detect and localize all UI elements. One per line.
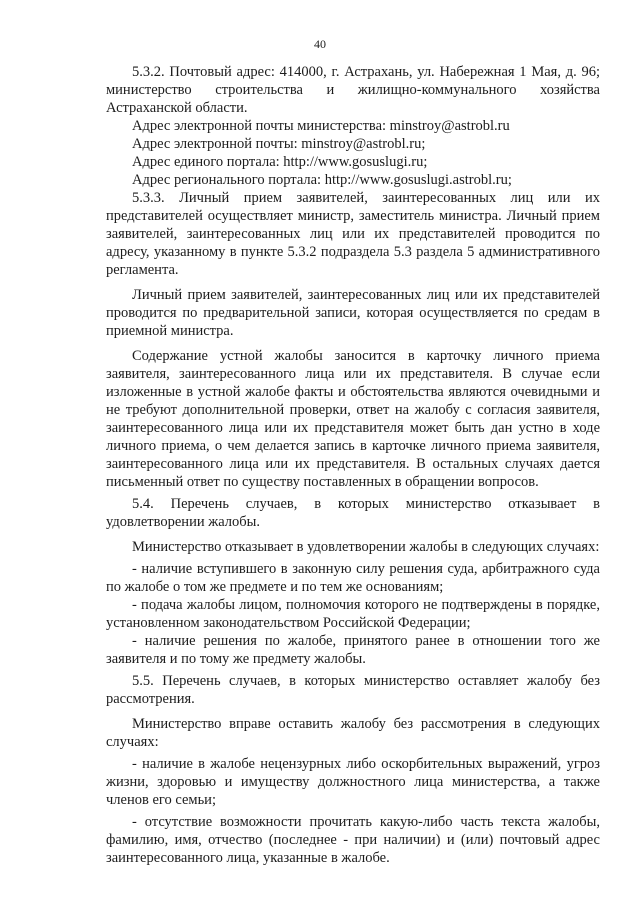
page-number: 40 — [314, 37, 326, 51]
list-item-court-decision: - наличие вступившего в законную силу решения суда, арбитражного суда по жалобе о том же предмете и по тем же основаниям; — [106, 561, 600, 595]
paragraph-unified-portal: Адрес единого портала: http://www.gosuslugi.ru; — [132, 154, 428, 170]
list-item-unconfirmed-authority: - подача жалобы лицом, полномочия которого не подтверждены в порядке, установленном законодательством Российской Федерации; — [106, 597, 600, 631]
paragraph-5-4: 5.4. Перечень случаев, в которых министерство отказывает в удовлетворении жалобы. — [106, 496, 600, 530]
paragraph-5-3-3: 5.3.3. Личный прием заявителей, заинтересованных лиц или их представителей осуществляет министр, заместитель министра. Личный прием заявителей, заинтересованных лиц или их представителей проводится по адресу, указанному в пункте 5.3.2 подраздела 5.3 раздела 5 административного регламента. — [106, 190, 600, 278]
paragraph-refusal-cases: Министерство отказывает в удовлетворении жалобы в следующих случаях: — [132, 539, 600, 555]
paragraph-email: Адрес электронной почты: minstroy@astrobl.ru; — [132, 136, 426, 152]
paragraph-5-5: 5.5. Перечень случаев, в которых министерство оставляет жалобу без рассмотрения. — [106, 673, 600, 707]
paragraph-regional-portal: Адрес регионального портала: http://www.gosuslugi.astrobl.ru; — [132, 172, 512, 188]
list-item-obscene-language: - наличие в жалобе нецензурных либо оскорбительных выражений, угроз жизни, здоровью и имуществу должностного лица министерства, а также членов его семьи; — [106, 756, 600, 808]
document-body — [106, 63, 600, 867]
paragraph-appointment: Личный прием заявителей, заинтересованных лиц или их представителей проводится по предварительной записи, которая осуществляется по средам в приемной министра. — [106, 287, 600, 339]
list-item-prior-decision: - наличие решения по жалобе, принятого ранее в отношении того же заявителя и по тому же предмету жалобы. — [106, 633, 600, 667]
paragraph-ministry-email: Адрес электронной почты министерства: minstroy@astrobl.ru — [132, 118, 510, 134]
paragraph-oral-complaint: Содержание устной жалобы заносится в карточку личного приема заявителя, заинтересованного лица или их представителя. В случае если изложенные в устной жалобе факты и обстоятельства являются очевидными и не требуют дополнительной проверки, ответ на жалобу с согласия заявителя, заинтересованного лица или их представителя может быть дан устно в ходе личного приема, о чем делается запись в карточке личного приема заявителя, заинтересованного лица или их представителя. В остальных случаях дается письменный ответ по существу поставленных в обращении вопросов. — [106, 348, 600, 490]
list-item-unreadable-text: - отсутствие возможности прочитать какую-либо часть текста жалобы, фамилию, имя, отчество (последнее - при наличии) и (или) почтовый адрес заинтересованного лица, указанные в жалобе. — [106, 814, 600, 866]
paragraph-5-3-2: 5.3.2. Почтовый адрес: 414000, г. Астрахань, ул. Набережная 1 Мая, д. 96; министерство строительства и жилищно-коммунального хозяйства Астраханской области. — [106, 64, 600, 116]
paragraph-no-review-cases: Министерство вправе оставить жалобу без рассмотрения в следующих случаях: — [106, 716, 600, 750]
